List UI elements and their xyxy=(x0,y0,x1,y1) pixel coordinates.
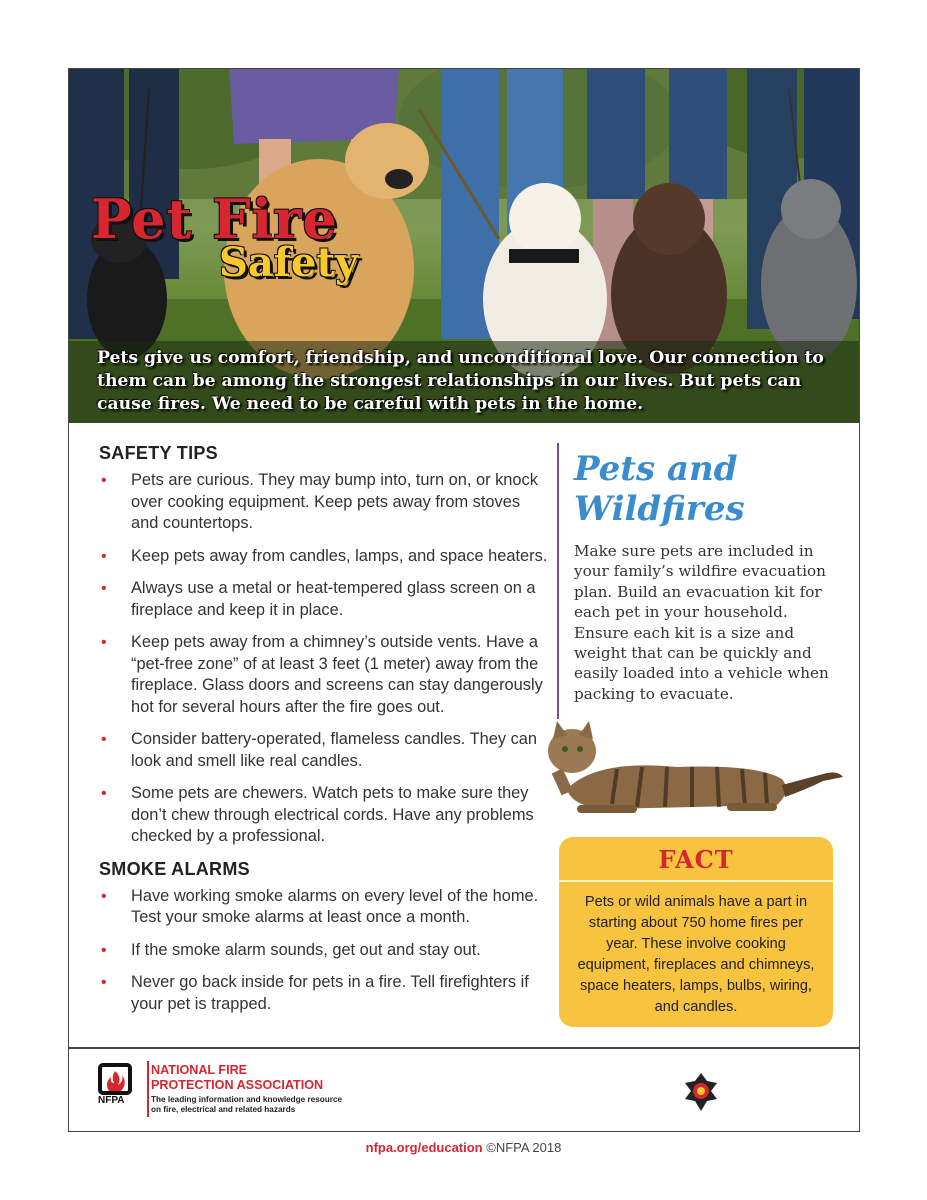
nfpa-logo-icon xyxy=(96,1063,140,1105)
list-item xyxy=(99,783,551,848)
list-item xyxy=(99,886,551,929)
org-name xyxy=(151,1063,351,1092)
list-item xyxy=(99,632,551,718)
tabby-cat-image xyxy=(527,719,847,819)
org-tagline xyxy=(151,1095,351,1115)
column-divider xyxy=(557,443,559,719)
org-tagline-line1: The leading information and knowledge resource xyxy=(151,1095,343,1104)
list-item xyxy=(99,940,551,962)
fact-divider xyxy=(559,880,833,882)
fire-department-badge-icon xyxy=(683,1071,719,1113)
alarm-text: If the smoke alarm sounds, get out and stay out. xyxy=(131,940,481,959)
bullet-icon: • xyxy=(101,547,107,565)
alarm-text: Never go back inside for pets in a fire. Tell firefighters if your pet is trapped. xyxy=(131,973,529,1013)
title-safety: Safety xyxy=(219,239,359,286)
nfpa-logo-text: NFPA xyxy=(98,1095,125,1105)
left-column xyxy=(99,443,551,1026)
list-item xyxy=(99,729,551,772)
smoke-alarms-heading: SMOKE ALARMS xyxy=(99,858,250,879)
safety-tips-list xyxy=(99,470,551,848)
nfpa-divider xyxy=(147,1061,149,1117)
bullet-icon: • xyxy=(101,634,107,651)
safety-tips-heading: SAFETY TIPS xyxy=(99,443,218,463)
tip-text: Always use a metal or heat-tempered glass screen on a fireplace and keep it in place. xyxy=(131,579,536,619)
list-item xyxy=(99,578,551,621)
title-pet-fire: Pet Fire xyxy=(91,187,338,251)
bullet-icon: • xyxy=(101,785,107,802)
wildfires-title-line1: Pets and xyxy=(574,449,738,489)
wildfires-body: Make sure pets are included in your family’s wildfire evacuation plan. Build an evacuation kit for each pet in your household. Ensure each kit is a size and weight that can be quickly and easily loaded into a vehicle when packing to evacuate. xyxy=(574,542,829,703)
footer-credit xyxy=(0,1140,927,1155)
tip-text: Consider battery-operated, flameless candles. They can look and smell like real candles. xyxy=(131,730,538,770)
hero-intro-text: Pets give us comfort, friendship, and unconditional love. Our connection to them can be among the strongest relationships in our lives. But pets can cause fires. We need to be careful with pets in the home. xyxy=(97,348,824,414)
bullet-icon: • xyxy=(101,941,107,959)
fact-title: FACT xyxy=(658,845,734,874)
fact-box xyxy=(559,837,833,1027)
alarm-text: Have working smoke alarms on every level of the home. Test your smoke alarms at least once a month. xyxy=(131,886,539,926)
tip-text: Some pets are chewers. Watch pets to make sure they don’t chew through electrical cords. Have any problems checked by a professional. xyxy=(131,784,534,845)
org-tagline-line2: on fire, electrical and related hazards xyxy=(151,1105,296,1114)
flyer-frame xyxy=(68,68,860,1132)
tip-text: Keep pets away from a chimney’s outside vents. Have a “pet-free zone” of at least 3 feet (1 meter) away from the fireplace. Glass doors and screens can stay dangerously hot for several hours after the fire goes out. xyxy=(131,633,543,716)
footer-divider xyxy=(69,1047,859,1049)
copyright-text: ©NFPA 2018 xyxy=(486,1140,562,1155)
list-item xyxy=(99,470,551,535)
bullet-icon: • xyxy=(101,887,107,905)
fact-body: Pets or wild animals have a part in starting about 750 home fires per year. These involve cooking equipment, fireplaces and chimneys, space heaters, lamps, bulbs, wiring, and candles. xyxy=(577,894,815,1015)
tip-text: Keep pets away from candles, lamps, and space heaters. xyxy=(131,546,548,565)
wildfires-section xyxy=(574,449,834,727)
org-name-line2: PROTECTION ASSOCIATION xyxy=(151,1077,324,1092)
wildfires-title xyxy=(574,449,834,529)
list-item xyxy=(99,546,551,568)
bullet-icon: • xyxy=(101,472,107,489)
education-link[interactable]: nfpa.org/education xyxy=(365,1140,483,1155)
list-item xyxy=(99,972,551,1015)
bullet-icon: • xyxy=(101,580,107,597)
wildfires-title-line2: Wildfires xyxy=(574,489,745,529)
hero-title xyxy=(91,187,359,286)
bullet-icon: • xyxy=(101,974,107,991)
smoke-alarms-list xyxy=(99,886,551,1016)
tip-text: Pets are curious. They may bump into, turn on, or knock over cooking equipment. Keep pets away from stoves and countertops. xyxy=(131,471,538,532)
org-name-line1: NATIONAL FIRE xyxy=(151,1063,248,1077)
hero-photo xyxy=(69,69,859,423)
bullet-icon: • xyxy=(101,731,107,748)
